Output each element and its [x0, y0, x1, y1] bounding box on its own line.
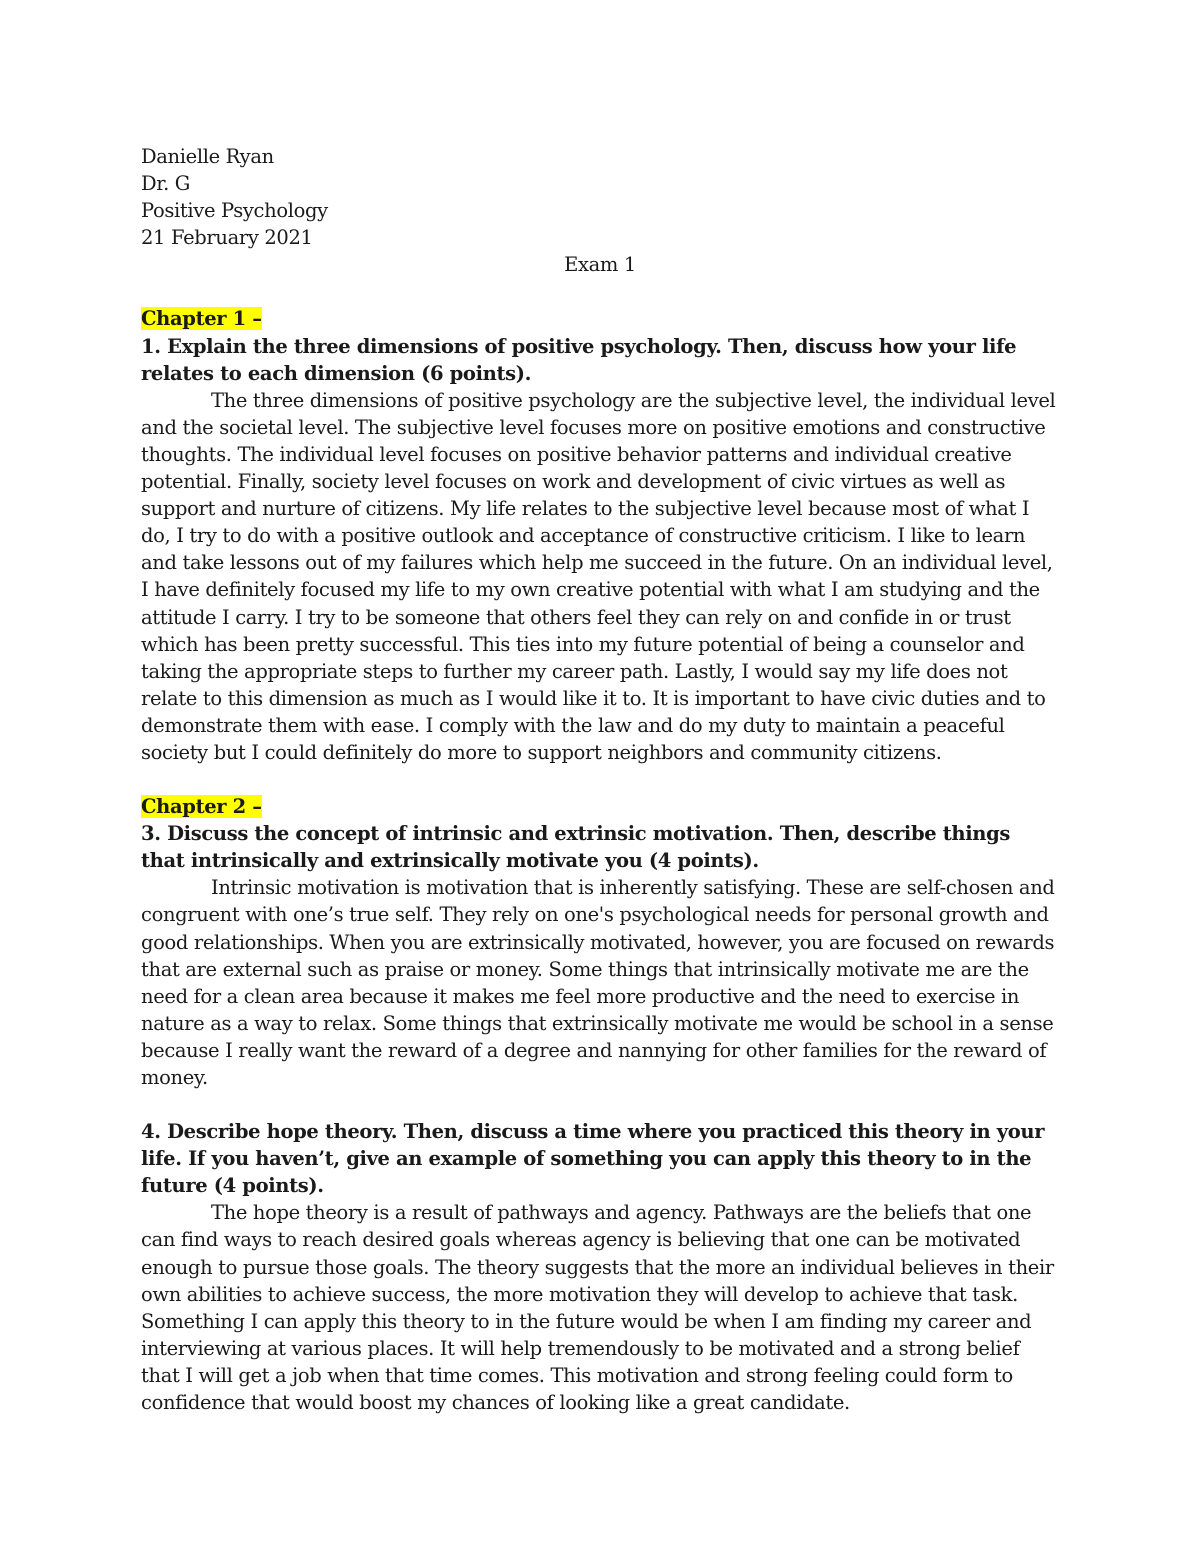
chapter-heading	[141, 305, 1059, 332]
chapter-heading	[141, 793, 1059, 820]
chapter-heading-highlight: Chapter 2 –	[141, 795, 262, 819]
document-page	[141, 143, 1059, 1416]
section-chapter-1	[141, 305, 1059, 766]
answer-4: The hope theory is a result of pathways and agency. Pathways are the beliefs that one can find ways to reach desired goals whereas agency is believing that one can be motivated enough to pursue those goals. The theory suggests that the more an individual believes in their own abilities to achieve success, the more motivation they will develop to achieve that task. Something I can apply this theory to in the future would be when I am finding my career and interviewing at various places. It will help tremendously to be motivated and a strong belief that I will get a job when that time comes. This motivation and strong feeling could form to confidence that would boost my chances of looking like a great candidate.	[141, 1201, 1054, 1415]
question-1: 1. Explain the three dimensions of positive psychology. Then, discuss how your life relates to each dimension (6 points).	[141, 334, 1017, 385]
question-4: 4. Describe hope theory. Then, discuss a time where you practiced this theory in your life. If you haven’t, give an example of something you can apply this theory to in the future (4 points).	[141, 1120, 1045, 1198]
answer-1: The three dimensions of positive psychology are the subjective level, the individual level and the societal level. The subjective level focuses more on positive emotions and constructive thoughts. The individual level focuses on positive behavior patterns and individual creative potential. Finally, society level focuses on work and development of civic virtues as well as support and nurture of citizens. My life relates to the subjective level because most of what I do, I try to do with a positive outlook and acceptance of constructive criticism. I like to learn and take lessons out of my failures which help me succeed in the future. On an individual level, I have definitely focused my life to my own creative potential with what I am studying and the attitude I carry. I try to be someone that others feel they can rely on and confide in or trust which has been pretty successful. This ties into my future potential of being a counselor and taking the appropriate steps to further my career path. Lastly, I would say my life does not relate to this dimension as much as I would like it to. It is important to have civic duties and to demonstrate them with ease. I comply with the law and do my duty to maintain a peaceful society but I could definitely do more to support neighbors and community citizens.	[141, 388, 1056, 764]
chapter-heading-highlight: Chapter 1 –	[141, 307, 262, 331]
document-title: Exam 1	[564, 253, 636, 277]
answer-3: Intrinsic motivation is motivation that is inherently satisfying. These are self-chosen and congruent with one’s true self. They rely on one's psychological needs for personal growth and good relationships. When you are extrinsically motivated, however, you are focused on rewards that are external such as praise or money. Some things that intrinsically motivate me are the need for a clean area because it makes me feel more productive and the need to exercise in nature as a way to relax. Some things that extrinsically motivate me would be school in a sense because I really want the reward of a degree and nannying for other families for the reward of money.	[141, 876, 1055, 1089]
section-question-4	[141, 1118, 1059, 1416]
course-name: Positive Psychology	[141, 199, 328, 223]
section-chapter-2	[141, 793, 1059, 1091]
student-name: Danielle Ryan	[141, 145, 274, 168]
instructor-name: Dr. G	[141, 172, 191, 196]
question-3: 3. Discuss the concept of intrinsic and extrinsic motivation. Then, describe things that intrinsically and extrinsically motivate you (4 points).	[141, 822, 1011, 873]
header-block	[141, 143, 1059, 251]
date: 21 February 2021	[141, 226, 313, 250]
